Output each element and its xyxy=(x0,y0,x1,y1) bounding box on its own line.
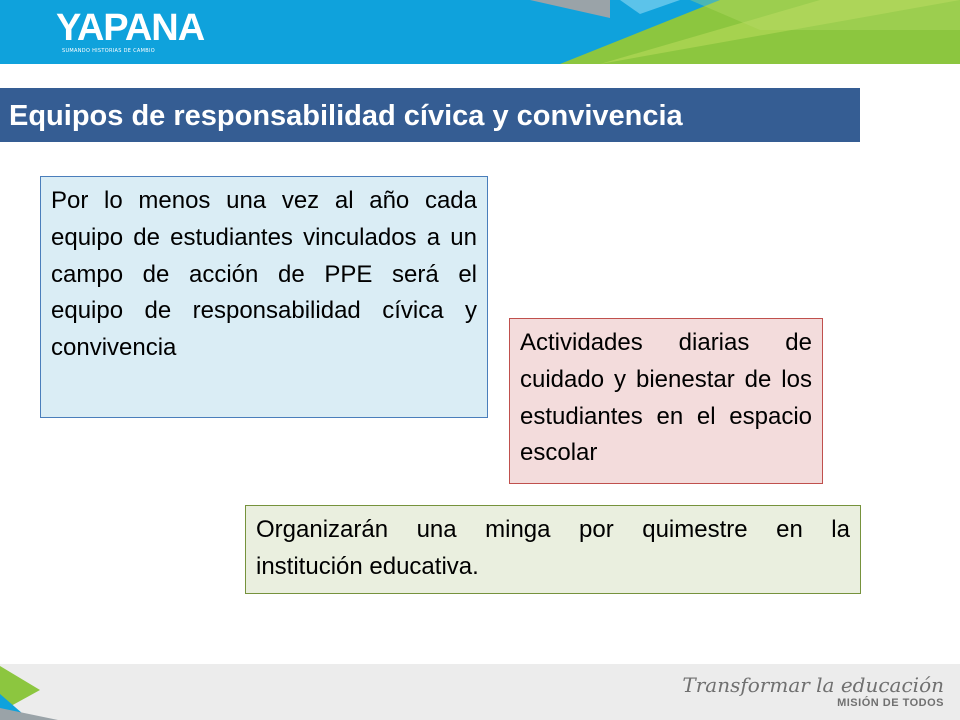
info-box-red xyxy=(509,318,823,484)
title-bar xyxy=(0,88,860,142)
info-box-green-line-1: Organizarán una minga por quimestre en la xyxy=(256,516,850,543)
footer-slogan-line-2: MISIÓN DE TODOS xyxy=(837,697,944,709)
info-box-blue-text: Por lo menos una vez al año cada equipo de estudiantes vinculados a un campo de acción de PPE será el equipo de responsabilidad cívica y convivencia xyxy=(51,187,477,362)
footer-corner-decoration xyxy=(0,664,60,720)
footer-bar xyxy=(0,664,960,720)
logo-tagline: SUMANDO HISTORIAS DE CAMBIO xyxy=(62,48,155,54)
header-banner xyxy=(0,0,960,64)
info-box-red-text: Actividades diarias de cuidado y bienestar de los estudiantes en el espacio escolar xyxy=(520,329,812,467)
footer-slogan-line-1: Transformar la educación xyxy=(682,673,944,697)
info-box-green-text xyxy=(256,512,850,586)
info-box-green-line-2: institución educativa. xyxy=(256,552,479,580)
logo-wordmark: YAPANA xyxy=(56,7,205,49)
slide-title: Equipos de responsabilidad cívica y convivencia xyxy=(9,100,683,132)
yapana-logo xyxy=(56,7,205,56)
info-box-green xyxy=(245,505,861,594)
footer-slogan xyxy=(682,674,944,710)
info-box-blue xyxy=(40,176,488,418)
